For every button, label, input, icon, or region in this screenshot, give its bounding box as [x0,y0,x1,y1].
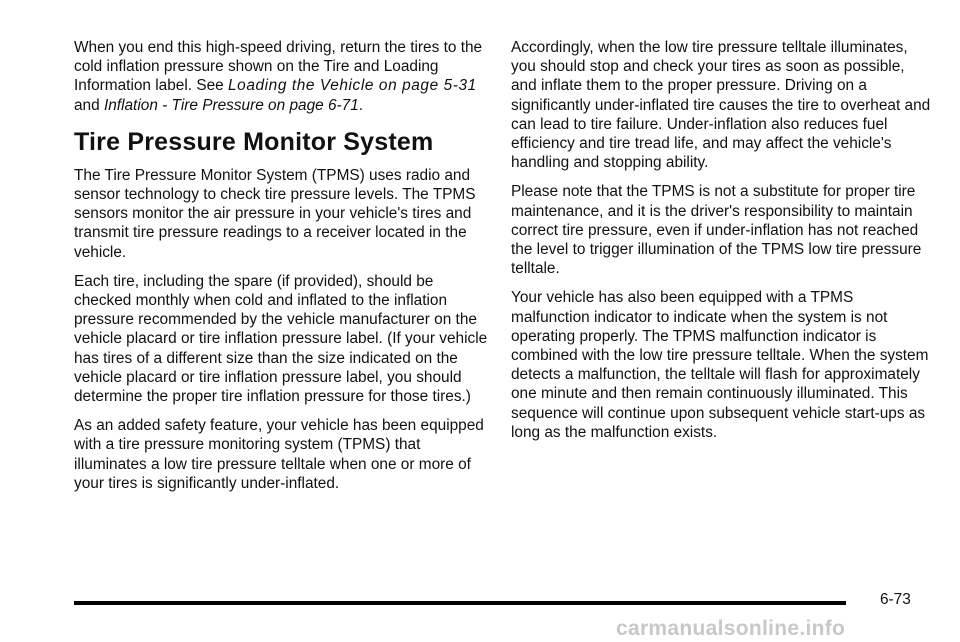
watermark: carmanualsonline.info [616,617,846,640]
section-heading: Tire Pressure Monitor System [74,127,434,156]
right-paragraph-3: Your vehicle has also been equipped with a TPMS malfunction indicator to indicate when the system is not operating properly. The TPMS malfunction indicator is combined with the low tire pressure telltale. When the system detects a malfunction, the telltale will flash for approximately one minute and then remain continuously illuminated. This sequence will continue upon subsequent vehicle start-ups as long as the malfunction exists. [511,289,929,441]
right-paragraph-1: Accordingly, when the low tire pressure telltale illuminates, you should stop and check your tires as soon as possible, and inflate them to the proper pressure. Driving on a significantly under-inflated tire causes the tire to overheat and can lead to tire failure. Under-inflation also reduces fuel efficiency and tire tread life, and may affect the vehicle's handling and stopping ability. [511,39,931,172]
intro-text-between: and [74,96,104,114]
left-column [74,38,494,503]
intro-text-after: . [358,96,364,114]
right-column [511,38,931,452]
intro-paragraph [74,38,494,115]
xref-inflation-tire-pressure[interactable]: Inflation - Tire Pressure on page 6-71 [103,96,359,114]
intro-text-before: When you end this high-speed driving, return the tires to the cold inflation pressure shown on the Tire and Loading Information label. See [74,39,483,95]
left-paragraph-2: Each tire, including the spare (if provided), should be checked monthly when cold and inflated to the inflation pressure recommended by the vehicle manufacturer on the vehicle placard or tire inflation pressure label. (If your vehicle has tires of a different size than the size indicated on the vehicle placard or tire inflation pressure label, you should determine the proper tire inflation pressure for those tires.) [74,272,488,406]
left-paragraph-3: As an added safety feature, your vehicle has been equipped with a tire pressure monitoring system (TPMS) that illuminates a low tire pressure telltale when one or more of your tires is significantly under-inflated. [74,417,484,492]
footer-rule [74,601,846,605]
left-paragraph-1: The Tire Pressure Monitor System (TPMS) uses radio and sensor technology to check tire pressure levels. The TPMS sensors monitor the air pressure in your vehicle's tires and transmit tire pressure readings to a receiver located in the vehicle. [74,166,476,261]
xref-loading-the-vehicle[interactable]: Loading the Vehicle on page 5-31 [228,77,477,95]
right-paragraph-2: Please note that the TPMS is not a substitute for proper tire maintenance, and it is the driver's responsibility to maintain correct tire pressure, even if under-inflation has not reached the level to trigger illumination of the TPMS low tire pressure telltale. [511,183,922,278]
page-number: 6-73 [880,591,911,608]
